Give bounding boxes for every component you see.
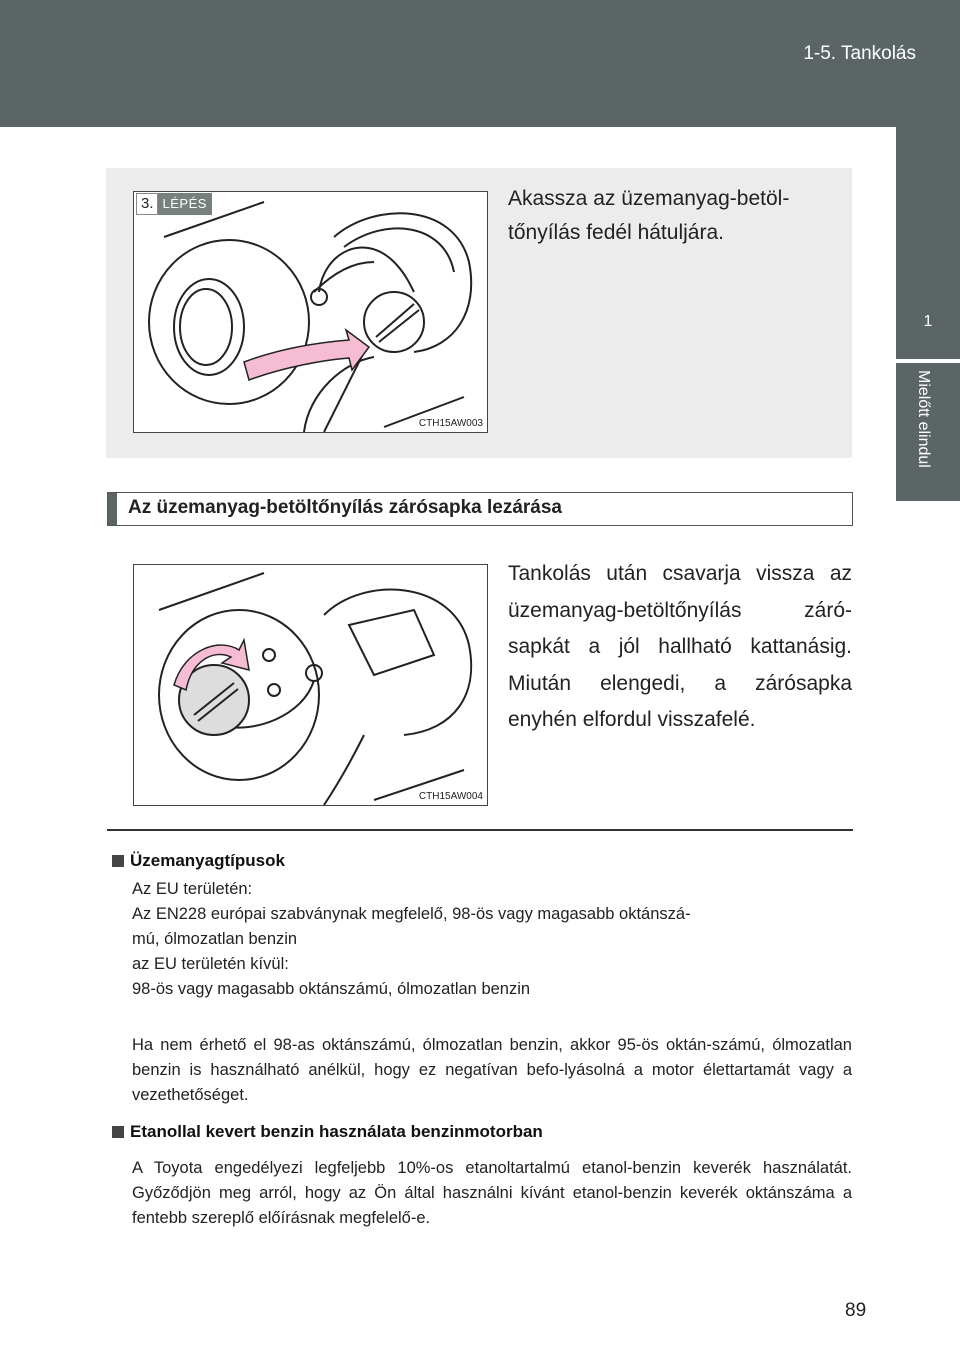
- ethanol-heading-text: Etanollal kevert benzin használata benzinmotorban: [130, 1122, 543, 1141]
- section-heading-text: Az üzemanyag-betöltőnyílás zárósapka lezárása: [128, 497, 562, 518]
- step-word: LÉPÉS: [158, 193, 212, 215]
- ethanol-text: A Toyota engedélyezi legfeljebb 10%-os etanoltartalmú etanol-benzin keverék használatát. Győződjön meg arról, hogy az Ön által használni kívánt etanol-benzin keverék oktánszáma a fentebb szereplő előírásnak megfelelő-e.: [132, 1159, 852, 1227]
- ethanol-heading: [112, 1122, 543, 1142]
- fuel-types-line: Az EN228 európai szabványnak megfelelő, 98-ös vagy magasabb oktánszá-: [132, 905, 691, 923]
- fuel-cap-closing-illustration: [133, 564, 488, 806]
- page-number: 89: [845, 1300, 867, 1321]
- figure-code: CTH15AW004: [418, 791, 483, 802]
- square-bullet-icon: [112, 855, 124, 867]
- chapter-title: Mielőtt elindul: [915, 370, 932, 468]
- fuel-types-line: Az EU területén:: [132, 880, 253, 898]
- section-title: 1-5. Tankolás: [803, 43, 916, 64]
- heading-accent-bar: [108, 493, 117, 525]
- fuel-types-line: mú, ólmozatlan benzin: [132, 930, 298, 948]
- section-body-text: Tankolás után csavarja vissza az üzemanyag-betöltőnyílás záró-sapkát a jól hallható kattanásig. Miután elengedi, a zárósapka enyhén elfordul visszafelé.: [508, 562, 852, 731]
- fuel-types-note: Ha nem érhető el 98-as oktánszámú, ólmozatlan benzin, akkor 95-ös oktán-számú, ólmozatlan benzin is használható anélkül, hogy ez negatívan befo-lyásolná a motor élettartamát vagy a vezethetőséget.: [132, 1036, 852, 1104]
- section-heading: [107, 492, 853, 526]
- page-header-bar: [0, 0, 960, 127]
- fuel-door-hang-cap-illustration: [133, 191, 488, 433]
- step-number: 3.: [136, 193, 158, 215]
- figure-code: CTH15AW003: [418, 418, 483, 429]
- step-instruction: Akassza az üzemanyag-betöl-tőnyílás fedél hátuljára.: [508, 187, 790, 244]
- step-badge: [136, 193, 212, 215]
- fuel-types-line: 98-ös vagy magasabb oktánszámú, ólmozatlan benzin: [132, 980, 531, 998]
- chapter-tab: [896, 127, 960, 359]
- fuel-types-heading: [112, 851, 285, 871]
- divider: [107, 829, 853, 831]
- fuel-types-heading-text: Üzemanyagtípusok: [130, 851, 285, 870]
- chapter-title-tab: [896, 363, 960, 501]
- chapter-number: 1: [923, 313, 933, 330]
- square-bullet-icon: [112, 1126, 124, 1138]
- fuel-types-line: az EU területén kívül:: [132, 955, 289, 973]
- fuel-types-list: [132, 877, 852, 1002]
